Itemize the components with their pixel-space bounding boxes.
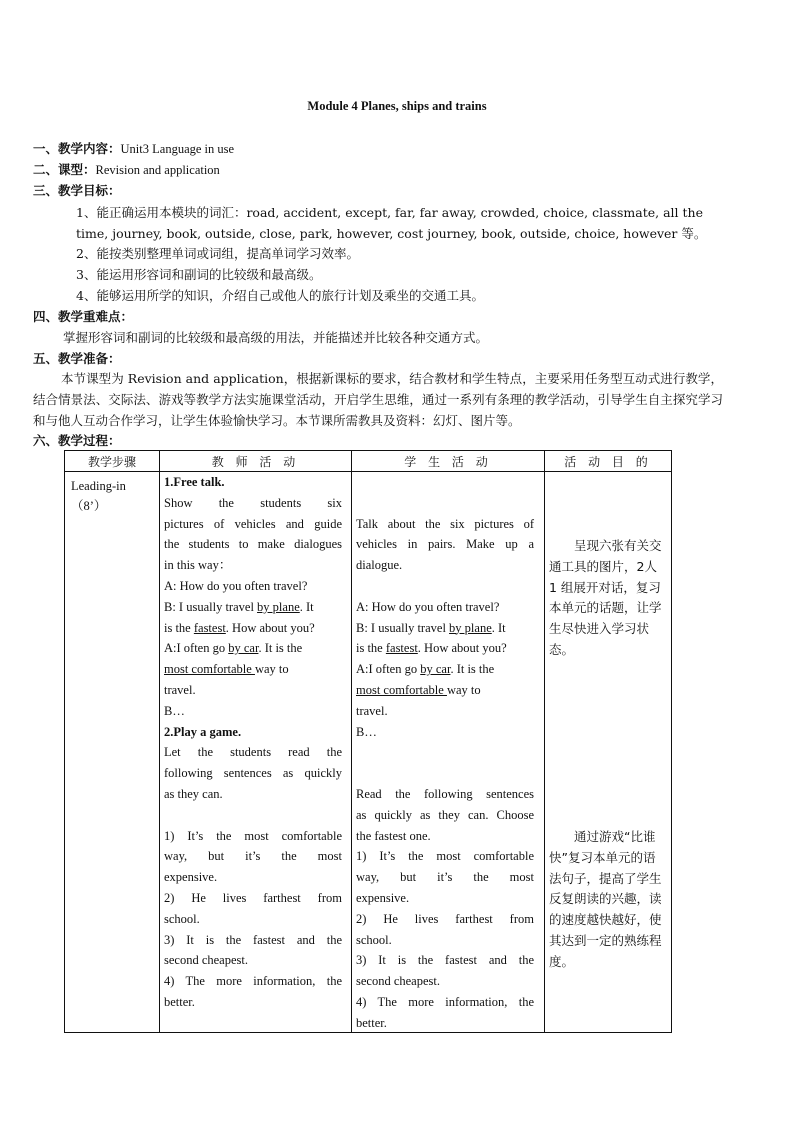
text-line: pictures of vehicles and guide <box>164 516 342 531</box>
section-number: 一、 <box>33 141 59 156</box>
sentence-line: 3) It is the fastest and the <box>356 953 534 968</box>
purpose-paragraph: 呈现六张有关交通工具的图片，2人 1 组展开对话，复习本单元的话题，让学生尽快进入学习状态。 <box>549 538 662 657</box>
purpose-paragraph: 通过游戏“比谁快”复习本单元的语法句子，提高了学生反复朗读的兴趣，读的速度越快越好，使其达到一定的熟练程度。 <box>549 829 662 969</box>
text-span: way to <box>446 682 481 697</box>
section-value: Unit3 Language in use <box>120 142 235 156</box>
underlined-phrase: most comfortable <box>164 662 255 677</box>
objective-item-3: 3、能运用形容词和副词的比较级和最高级。 <box>76 267 322 282</box>
underlined-phrase: by car <box>420 662 451 677</box>
section-type <box>33 161 220 179</box>
sentence-line: 4) The more information, the <box>356 994 534 1009</box>
text-line: Read the following sentences <box>356 786 534 801</box>
activity-heading: 2.Play a game. <box>164 724 242 739</box>
sentence-line: expensive. <box>164 870 218 885</box>
section-label: 教学准备： <box>58 351 121 366</box>
objective-item-2: 2、能按类别整理单词或词组，提高单词学习效率。 <box>76 246 359 261</box>
dialogue-line: travel. <box>356 703 388 718</box>
underlined-phrase: fastest <box>193 620 226 635</box>
text-line: Let the students read the <box>164 745 342 760</box>
sentence-line: better. <box>356 1015 387 1030</box>
teacher-activity <box>164 472 342 1013</box>
text-span: . It is the <box>450 662 495 677</box>
step-name: Leading-in <box>71 479 126 493</box>
section-label: 教学过程： <box>58 433 121 448</box>
text-line: as they can. <box>164 786 223 801</box>
preparation-text <box>33 368 723 431</box>
section-label: 课型： <box>58 162 96 177</box>
text-span: . It <box>491 620 506 635</box>
text-line: vehicles in pairs. Make up a <box>356 537 534 552</box>
dialogue-line: travel. <box>164 682 196 697</box>
sentence-line: better. <box>164 994 195 1009</box>
objective-item-1: 1、能正确运用本模块的词汇：road, accident, except, far, far away, crowded, choice, classmate, all the time, journey, book, outside, close, park, however, cost journey, book, outside, choice, however 等。 <box>76 205 707 241</box>
underlined-phrase: most comfortable <box>356 682 447 697</box>
underlined-phrase: by plane <box>257 599 300 614</box>
section-label: 教学目标： <box>58 183 121 198</box>
header-teacher: 教 师 活 动 <box>160 451 352 472</box>
section-preparation <box>33 350 121 368</box>
objective-item-4: 4、能够运用所学的知识，介绍自己或他人的旅行计划及乘坐的交通工具。 <box>76 288 484 303</box>
sentence-line: 3) It is the fastest and the <box>164 932 342 947</box>
dialogue-line: B… <box>356 724 377 739</box>
text-line: in this way： <box>164 558 232 573</box>
dialogue-line: A: How do you often travel? <box>356 599 500 614</box>
section-number: 六、 <box>33 433 59 448</box>
student-cell <box>352 472 545 1033</box>
text-span: B: I usually travel <box>164 599 258 614</box>
section-label: 教学内容： <box>58 141 121 156</box>
sentence-line: expensive. <box>356 890 410 905</box>
document-title: Module 4 Planes, ships and trains <box>307 99 487 113</box>
text-line: as quickly as they can. Choose <box>356 807 534 822</box>
blank-line <box>356 763 534 784</box>
section-key-points <box>33 308 133 326</box>
text-span: . It <box>299 599 314 614</box>
dialogue-line <box>164 638 342 659</box>
sentence-line: 1) It’s the most comfortable <box>356 849 534 864</box>
dialogue-line: B… <box>164 703 185 718</box>
purpose-text-1 <box>549 536 667 661</box>
sentence-line: school. <box>356 932 392 947</box>
step-time: （8’） <box>71 499 107 513</box>
text-span: A:I often go <box>356 662 421 677</box>
preparation-paragraph: 本节课型为 Revision and application，根据新课标的要求，结合教材和学生特点，主要采用任务型互动式进行教学，结合情景法、交际法、游戏等教学方法实施课堂活动，开启学生思维，通过一系列有条理的教学活动，引导学生自主探究学习和与他人互动合作学习，让学生体验愉快学习。本节课所需教具及资料：幻灯、图片等。 <box>33 371 723 428</box>
text-span: . How about you? <box>417 641 507 656</box>
dialogue-line <box>356 659 534 680</box>
table-row <box>65 472 672 1033</box>
sentence-line: way, but it’s the most <box>356 870 534 885</box>
dialogue-line: A: How do you often travel? <box>164 578 308 593</box>
text-span: way to <box>254 662 289 677</box>
purpose-cell <box>545 472 672 1033</box>
key-points-text: 掌握形容词和副词的比较级和最高级的用法，并能描述并比较各种交通方式。 <box>63 330 489 345</box>
sentence-line: second cheapest. <box>164 953 248 968</box>
step-cell <box>65 472 160 1033</box>
text-line: Talk about the six pictures of <box>356 516 534 531</box>
activity-heading: 1.Free talk. <box>164 475 225 489</box>
section-objectives <box>33 182 121 200</box>
text-line: the students to make dialogues <box>164 537 342 552</box>
section-label: 教学重难点： <box>58 309 134 324</box>
text-line: Show the students six <box>164 495 342 510</box>
purpose-text-2 <box>549 827 667 973</box>
text-span: . It is the <box>258 641 303 656</box>
text-line: following sentences as quickly <box>164 766 342 781</box>
section-number: 二、 <box>33 162 59 177</box>
teacher-cell <box>160 472 352 1033</box>
section-number: 三、 <box>33 183 59 198</box>
section-number: 五、 <box>33 351 59 366</box>
dialogue-line <box>356 638 534 659</box>
sentence-line: 2) He lives farthest from <box>164 890 342 905</box>
sentence-line: way, but it’s the most <box>164 849 342 864</box>
text-line: the fastest one. <box>356 828 431 843</box>
header-student: 学 生 活 动 <box>352 451 545 472</box>
header-step: 教学步骤 <box>65 451 160 472</box>
blank-line <box>356 576 534 597</box>
table-header-row <box>65 451 672 472</box>
sentence-line: 1) It’s the most comfortable <box>164 828 342 843</box>
student-activity <box>356 514 534 1034</box>
section-number: 四、 <box>33 309 59 324</box>
underlined-phrase: by car <box>228 641 259 656</box>
text-span: B: I usually travel <box>356 620 450 635</box>
sentence-line: 2) He lives farthest from <box>356 911 534 926</box>
dialogue-line <box>164 618 342 639</box>
sentence-line: 4) The more information, the <box>164 974 342 989</box>
header-purpose: 活 动 目 的 <box>545 451 672 472</box>
text-span: is the <box>356 641 386 656</box>
sentence-line: school. <box>164 911 200 926</box>
text-span: A:I often go <box>164 641 229 656</box>
sentence-line: second cheapest. <box>356 974 440 989</box>
section-process <box>33 432 121 450</box>
dialogue-line <box>356 680 534 701</box>
blank-line <box>356 742 534 763</box>
section-value: Revision and application <box>95 163 220 177</box>
dialogue-line <box>164 659 342 680</box>
underlined-phrase: fastest <box>385 641 418 656</box>
underlined-phrase: by plane <box>449 620 492 635</box>
text-line: dialogue. <box>356 558 403 573</box>
dialogue-line <box>356 618 534 639</box>
text-span: . How about you? <box>225 620 315 635</box>
section-content <box>33 140 234 158</box>
text-span: is the <box>164 620 194 635</box>
dialogue-line <box>164 597 342 618</box>
blank-line <box>164 805 342 826</box>
process-table <box>64 450 672 1033</box>
